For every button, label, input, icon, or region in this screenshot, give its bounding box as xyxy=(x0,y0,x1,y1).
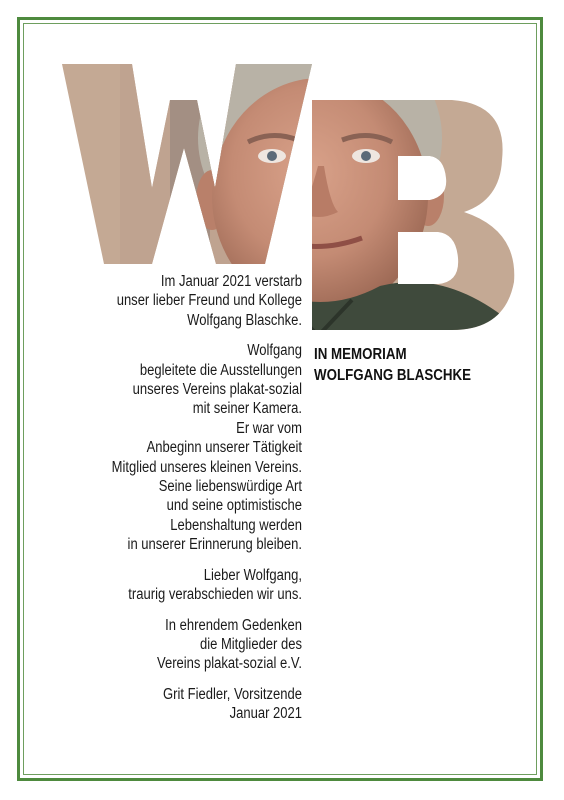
text-line: mit seiner Kamera. xyxy=(192,400,302,418)
paragraph-tribute xyxy=(2,341,302,554)
memoriam-heading-line2: WOLFGANG BLASCHKE xyxy=(314,367,471,384)
obituary-text xyxy=(2,272,302,724)
text-line: Im Januar 2021 verstarb xyxy=(160,273,302,290)
text-line: begleitete die Ausstellungen xyxy=(139,361,302,379)
text-line: Lieber Wolfgang, xyxy=(203,566,302,584)
paragraph-remembrance xyxy=(2,616,302,674)
paragraph-farewell xyxy=(2,566,302,605)
text-line: die Mitglieder des xyxy=(199,635,302,653)
signature-name: Grit Fiedler, Vorsitzende xyxy=(163,685,302,703)
text-line: Lebenshaltung werden xyxy=(170,516,302,534)
text-line: unser lieber Freund und Kollege xyxy=(116,292,302,310)
text-line: in unserer Erinnerung bleiben. xyxy=(127,536,303,554)
signature-date: Januar 2021 xyxy=(229,705,302,723)
text-line: Wolfgang Blaschke. xyxy=(187,311,302,329)
memoriam-heading xyxy=(314,344,486,386)
text-line: Wolfgang xyxy=(247,342,302,360)
text-line: traurig verabschieden wir uns. xyxy=(128,586,302,604)
memoriam-heading-line1: IN MEMORIAM xyxy=(314,346,407,363)
text-line: und seine optimistische xyxy=(166,497,302,515)
paragraph-announcement xyxy=(2,272,302,330)
text-line: Er war vom xyxy=(236,419,302,437)
text-line: Seine liebenswürdige Art xyxy=(158,478,302,496)
text-line: Vereins plakat-sozial e.V. xyxy=(156,655,302,673)
signature-block xyxy=(2,685,302,724)
text-line: Mitglied unseres kleinen Vereins. xyxy=(111,458,303,476)
text-line: unseres Vereins plakat-sozial xyxy=(132,381,302,399)
text-line: In ehrendem Gedenken xyxy=(165,616,302,634)
text-line: Anbeginn unserer Tätigkeit xyxy=(146,439,302,457)
